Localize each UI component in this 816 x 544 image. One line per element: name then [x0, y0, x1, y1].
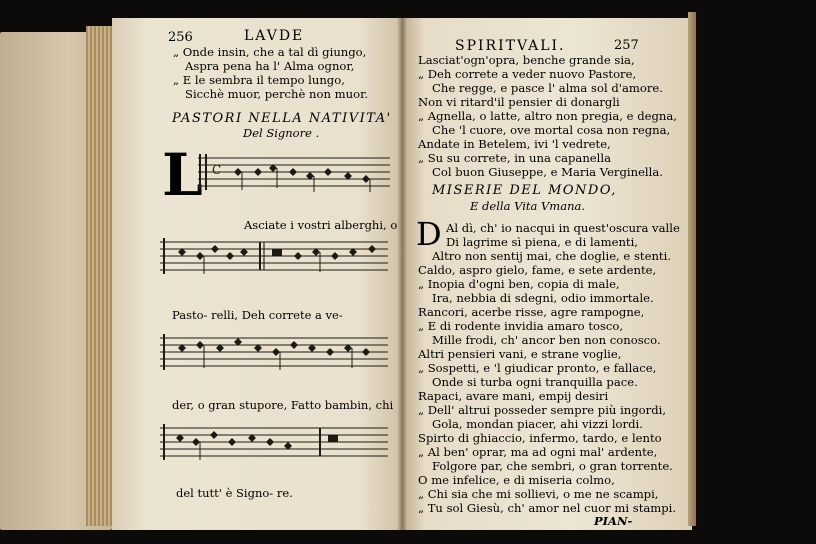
- body-line: O me infelice, e di miseria colmo,: [418, 473, 615, 487]
- lyric-line: Pasto- relli, Deh correte a ve-: [172, 308, 343, 322]
- poem-line: „ Onde insin, che a tal dì giungo,: [173, 45, 367, 59]
- body-line: Spirto di ghiaccio, infermo, tardo, e lento: [418, 431, 662, 445]
- poem-line: Sicchè muor, perchè non muor.: [185, 87, 369, 101]
- body-line: „ Chi sia che mi sollievi, o me ne scampi,: [418, 487, 659, 501]
- right-page-edge: [688, 12, 696, 526]
- music-staff: [198, 152, 390, 192]
- body-line: Folgore par, che sembri, o gran torrente.: [432, 459, 673, 473]
- poem-line: Aspra pena ha l' Alma ognor,: [185, 59, 355, 73]
- left-page-number: 256: [168, 30, 193, 45]
- drop-cap: D: [416, 215, 442, 253]
- body-line: Altri pensieri vani, e strane voglie,: [418, 347, 622, 361]
- poem-line: „ Deh correte a veder nuovo Pastore,: [418, 67, 637, 81]
- body-line: Rancori, acerbe risse, agre rampogne,: [418, 305, 645, 319]
- body-line: „ E di rodente invidia amaro tosco,: [418, 319, 624, 333]
- lyric-line: Asciate i vostri alberghi, o: [244, 218, 398, 232]
- catchword: PIAN-: [594, 514, 633, 528]
- poem-line: „ Su su correte, in una capanella: [418, 151, 611, 165]
- body-line: Altro non sentij mai, che doglie, e stenti.: [432, 249, 671, 263]
- body-line: „ Dell' altrui posseder sempre più ingordi,: [418, 403, 667, 417]
- body-line: „ Al ben' oprar, ma ad ogni mal' ardente,: [418, 445, 658, 459]
- poem-line: Lasciat'ogn'opra, benche grande sia,: [418, 53, 635, 67]
- body-line: Ira, nebbia di sdegni, odio immortale.: [432, 291, 654, 305]
- left-running-head: LAVDE: [244, 28, 305, 44]
- poem-line: Col buon Giuseppe, e Maria Verginella.: [432, 165, 663, 179]
- music-staff: [160, 424, 388, 462]
- poem-line: Non vi ritard'il pensier di donargli: [418, 95, 620, 109]
- body-line: Onde si turba ogni tranquilla pace.: [432, 375, 638, 389]
- body-line: „ Sospetti, e 'l giudicar pronto, e fallace,: [418, 361, 657, 375]
- poem-line: Che 'l cuore, ove mortal cosa non regna,: [432, 123, 671, 137]
- right-running-head: SPIRITVALI.: [455, 38, 566, 54]
- music-staff: [160, 334, 388, 372]
- body-line: Caldo, aspro gielo, fame, e sete ardente,: [418, 263, 657, 277]
- body-line: Di lagrime sì piena, e di lamenti,: [446, 235, 638, 249]
- body-line: Mille frodi, ch' ancor ben non conosco.: [432, 333, 661, 347]
- body-line: Rapaci, avare mani, empij desiri: [418, 389, 609, 403]
- body-line: „ Tu sol Giesù, ch' amor nel cuor mi stampi.: [418, 501, 677, 515]
- poem-line: „ E le sembra il tempo lungo,: [173, 73, 345, 87]
- right-page-number: 257: [614, 38, 639, 53]
- drop-cap: L: [162, 141, 203, 209]
- music-staff: [160, 238, 388, 276]
- body-line: Gola, mondan piacer, ahi vizzi lordi.: [432, 417, 643, 431]
- poem-line: „ Agnella, o latte, altro non pregia, e degna,: [418, 109, 677, 123]
- book-gutter: [397, 18, 407, 530]
- section-subtitle: E della Vita Vmana.: [470, 199, 585, 213]
- section-title: MISERIE DEL MONDO,: [432, 183, 617, 198]
- svg-text:C: C: [212, 163, 222, 177]
- body-line: Al dì, ch' io nacqui in quest'oscura valle: [446, 221, 680, 235]
- poem-line: Andate in Betelem, ivi 'l vedrete,: [418, 137, 611, 151]
- lyric-line: del tutt' è Signo- re.: [176, 486, 293, 500]
- body-line: „ Inopia d'ogni ben, copia di male,: [418, 277, 620, 291]
- section-subtitle: Del Signore .: [243, 126, 320, 140]
- section-title: PASTORI NELLA NATIVITA': [172, 111, 392, 126]
- lyric-line: der, o gran stupore, Fatto bambin, chi: [172, 398, 394, 412]
- poem-line: Che regge, e pasce l' alma sol d'amore.: [432, 81, 663, 95]
